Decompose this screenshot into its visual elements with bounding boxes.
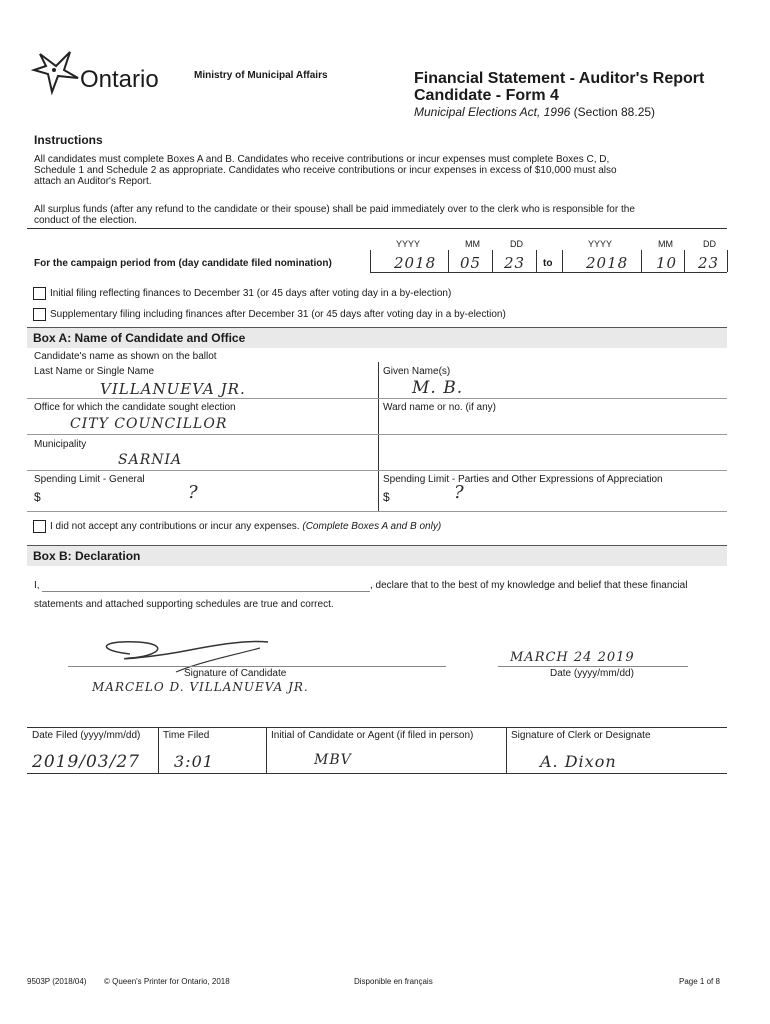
divider: [562, 250, 563, 272]
instructions-heading: Instructions: [34, 133, 103, 147]
divider: [27, 228, 727, 229]
from-month-value[interactable]: 05: [460, 254, 482, 272]
spending-parties-dollar: $: [383, 490, 390, 504]
time-filed-label: Time Filed: [163, 730, 210, 741]
clerk-signature-label: Signature of Clerk or Designate: [511, 730, 651, 741]
declaration-date-value[interactable]: MARCH 24 2019: [510, 650, 635, 665]
divider: [158, 727, 159, 773]
clerk-signature-value[interactable]: A. Dixon: [540, 752, 617, 771]
date-filed-value[interactable]: 2019/03/27: [32, 752, 140, 772]
no-contributions-label: [50, 521, 441, 532]
to-year-value[interactable]: 2018: [586, 254, 629, 272]
from-day-label: DD: [510, 239, 523, 249]
declaration-i: I,: [34, 580, 40, 591]
act-section: (Section 88.25): [573, 105, 656, 119]
form-subtitle: Candidate - Form 4: [414, 87, 559, 104]
initial-filing-checkbox[interactable]: [33, 287, 46, 300]
divider: [27, 470, 727, 471]
signature-of-candidate-label: Signature of Candidate: [184, 668, 287, 679]
copyright: © Queen's Printer for Ontario, 2018: [104, 977, 230, 986]
page-number: Page 1 of 8: [679, 977, 720, 986]
surplus-line-1: All surplus funds (after any refund to the candidate or their spouse) shall be paid immediately over to the clerk who is responsible for the: [34, 204, 635, 215]
ballot-name-note: Candidate's name as shown on the ballot: [34, 351, 217, 362]
date-filed-label: Date Filed (yyyy/mm/dd): [32, 730, 141, 741]
french-version-link[interactable]: Disponible en français: [354, 977, 433, 986]
to-month-value[interactable]: 10: [656, 254, 678, 272]
last-name-label: Last Name or Single Name: [34, 366, 155, 377]
office-value[interactable]: CITY COUNCILLOR: [70, 416, 228, 432]
divider: [27, 773, 727, 774]
given-names-label: Given Name(s): [383, 366, 451, 377]
divider: [641, 250, 642, 272]
spending-parties-label: Spending Limit - Parties and Other Expressions of Appreciation: [383, 474, 663, 485]
divider: [266, 727, 267, 773]
divider: [684, 250, 685, 272]
box-a-heading: Box A: Name of Candidate and Office: [33, 331, 246, 345]
divider: [536, 250, 537, 272]
initial-candidate-value[interactable]: MBV: [314, 752, 352, 768]
spending-general-label: Spending Limit - General: [34, 474, 145, 485]
divider: [727, 250, 728, 272]
act-name: Municipal Elections Act, 1996: [414, 105, 571, 119]
divider: [378, 362, 379, 512]
time-filed-value[interactable]: 3:01: [174, 752, 214, 771]
signature-line: [68, 666, 446, 667]
from-day-value[interactable]: 23: [504, 254, 526, 272]
no-contributions-note: (Complete Boxes A and B only): [302, 521, 442, 532]
form-number: 9503P (2018/04): [27, 977, 87, 986]
box-a-header: [27, 327, 727, 348]
instructions-line-3: attach an Auditor's Report.: [34, 176, 152, 187]
spending-general-value[interactable]: ?: [188, 482, 199, 503]
surplus-line-2: conduct of the election.: [34, 215, 137, 226]
divider: [370, 250, 371, 272]
municipality-value[interactable]: SARNIA: [118, 452, 183, 468]
box-b-header: [27, 545, 727, 566]
period-to-label: to: [543, 258, 553, 269]
box-b-heading: Box B: Declaration: [33, 549, 141, 563]
divider: [27, 398, 727, 399]
divider: [27, 727, 727, 728]
to-year-label: YYYY: [588, 239, 613, 249]
divider: [448, 250, 449, 272]
given-names-value[interactable]: M. B.: [412, 378, 464, 398]
divider: [506, 727, 507, 773]
no-contributions-checkbox[interactable]: [33, 520, 46, 533]
declaration-text-1: , declare that to the best of my knowledge and belief that these financial: [370, 580, 688, 591]
to-day-label: DD: [703, 239, 716, 249]
declaration-date-label: Date (yyyy/mm/dd): [550, 668, 634, 679]
ontario-logo-text: Ontario: [80, 66, 159, 93]
instructions-line-1: All candidates must complete Boxes A and B. Candidates who receive contributions or incur expenses must complete Boxes C, D,: [34, 154, 610, 165]
last-name-value[interactable]: VILLANUEVA JR.: [100, 380, 246, 398]
from-month-label: MM: [465, 239, 480, 249]
divider: [492, 250, 493, 272]
supplementary-filing-label: Supplementary filing including finances after December 31 (or 45 days after voting day in a by-election): [50, 309, 506, 320]
spending-parties-value[interactable]: ?: [454, 482, 465, 503]
to-day-value[interactable]: 23: [698, 254, 720, 272]
ontario-trillium-logo-icon: [30, 44, 82, 96]
initial-filing-label: Initial filing reflecting finances to December 31 (or 45 days after voting day in a by-election): [50, 288, 452, 299]
campaign-period-label: For the campaign period from (day candidate filed nomination): [34, 258, 332, 269]
from-year-value[interactable]: 2018: [394, 254, 437, 272]
municipality-label: Municipality: [34, 439, 87, 450]
to-month-label: MM: [658, 239, 673, 249]
candidate-printed-name: MARCELO D. VILLANUEVA JR.: [92, 680, 309, 694]
ward-label: Ward name or no. (if any): [383, 402, 497, 413]
from-year-label: YYYY: [396, 239, 421, 249]
divider: [27, 511, 727, 512]
office-label: Office for which the candidate sought election: [34, 402, 236, 413]
declarant-name-line: [42, 591, 370, 592]
declaration-text-2: statements and attached supporting schedules are true and correct.: [34, 599, 334, 610]
initial-candidate-label: Initial of Candidate or Agent (if filed in person): [271, 730, 474, 741]
spending-general-dollar: $: [34, 490, 41, 504]
instructions-line-2: Schedule 1 and Schedule 2 as appropriate. Candidates who receive contributions or incur expenses in excess of $10,000 must also: [34, 165, 617, 176]
divider: [370, 272, 727, 273]
divider: [27, 434, 727, 435]
ministry-name: Ministry of Municipal Affairs: [194, 70, 328, 81]
date-line: [498, 666, 688, 667]
act-reference: [414, 105, 655, 119]
form-title: Financial Statement - Auditor's Report: [414, 70, 705, 87]
supplementary-filing-checkbox[interactable]: [33, 308, 46, 321]
no-contributions-text: I did not accept any contributions or incur any expenses.: [50, 521, 300, 532]
